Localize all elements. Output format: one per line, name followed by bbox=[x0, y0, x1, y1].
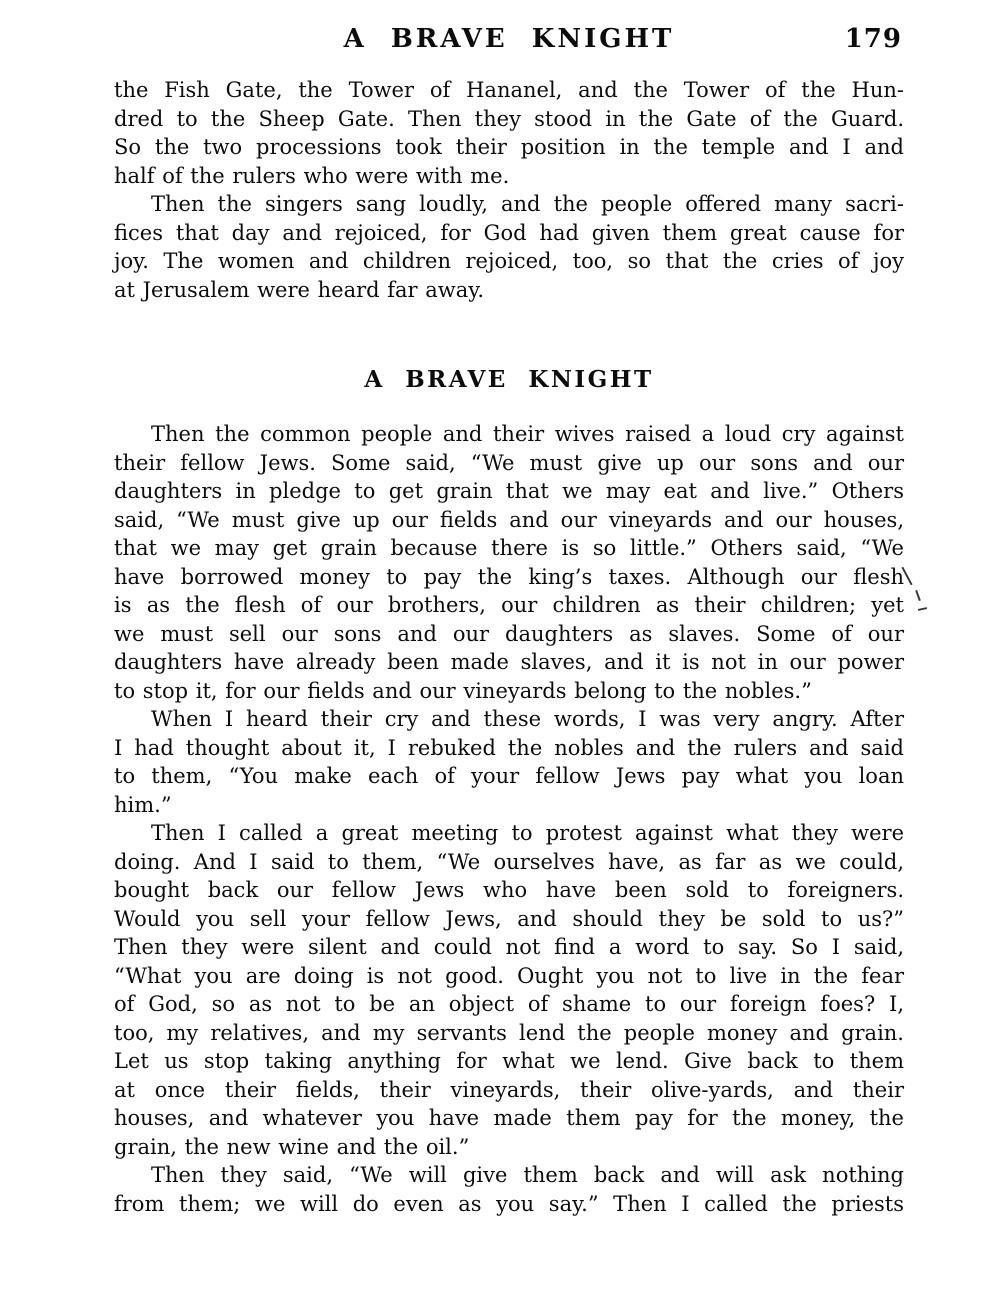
text-line: to stop it, for our fields and our vineyards belong to the nobles.” bbox=[114, 678, 812, 703]
text-line: to them, “You make each of your fellow Jews pay what you loan bbox=[114, 764, 904, 788]
paragraph bbox=[114, 420, 904, 705]
text-line: dred to the Sheep Gate. Then they stood in the Gate of the Guard. bbox=[114, 106, 904, 131]
text-line: their fellow Jews. Some said, “We must give up our sons and our bbox=[114, 450, 904, 475]
text-line: the Fish Gate, the Tower of Hananel, and the Tower of the Hun- bbox=[114, 78, 904, 102]
text-line: Then they were silent and could not find a word to say. So I said, bbox=[114, 935, 904, 959]
paragraph bbox=[114, 76, 904, 190]
text-line: doing. And I said to them, “We ourselves have, as far as we could, bbox=[114, 849, 904, 874]
text-line: at once their fields, their vineyards, their olive-yards, and their bbox=[114, 1077, 904, 1102]
text-line: “What you are doing is not good. Ought you not to live in the fear bbox=[114, 963, 904, 988]
text-line: from them; we will do even as you say.” Then I called the priests bbox=[114, 1191, 904, 1216]
text-line: Then they said, “We will give them back and will ask nothing bbox=[151, 1163, 904, 1187]
text-line: said, “We must give up our fields and our vineyards and our houses, bbox=[114, 507, 904, 532]
text-line: Then the common people and their wives raised a loud cry against bbox=[151, 422, 904, 446]
page-number: 179 bbox=[844, 24, 902, 54]
text-line: Would you sell your fellow Jews, and should they be sold to us?” bbox=[114, 906, 904, 931]
text-line: is as the flesh of our brothers, our children as their children; yet bbox=[114, 593, 904, 617]
text-line: that we may get grain because there is so little.” Others said, “We bbox=[114, 536, 904, 560]
text-line: So the two processions took their position in the temple and I and bbox=[114, 135, 904, 159]
text-line: bought back our fellow Jews who have been sold to foreigners. bbox=[114, 878, 904, 902]
running-header bbox=[114, 24, 904, 54]
text-line: of God, so as not to be an object of shame to our foreign foes? I, bbox=[114, 992, 904, 1016]
text-line: Let us stop taking anything for what we lend. Give back to them bbox=[114, 1049, 904, 1073]
text-line: him.” bbox=[114, 792, 172, 817]
text-line: houses, and whatever you have made them pay for the money, the bbox=[114, 1106, 904, 1130]
text-line: half of the rulers who were with me. bbox=[114, 163, 510, 188]
text-line: When I heard their cry and these words, I was very angry. After bbox=[151, 707, 904, 731]
pencil-margin-mark bbox=[918, 607, 927, 611]
text-line: grain, the new wine and the oil.” bbox=[114, 1134, 470, 1159]
text-line: we must sell our sons and our daughters as slaves. Some of our bbox=[114, 621, 904, 646]
text-line: have borrowed money to pay the king’s taxes. Although our flesh bbox=[114, 564, 904, 589]
paragraph bbox=[114, 819, 904, 1161]
text-line: daughters have already been made slaves, and it is not in our power bbox=[114, 650, 904, 674]
text-line: fices that day and rejoiced, for God had given them great cause for bbox=[114, 220, 904, 245]
pencil-margin-mark bbox=[915, 590, 921, 601]
paragraph bbox=[114, 190, 904, 304]
text-line: Then I called a great meeting to protest against what they were bbox=[151, 821, 904, 845]
text-line: Then the singers sang loudly, and the people offered many sacri- bbox=[151, 192, 904, 216]
text-line: I had thought about it, I rebuked the nobles and the rulers and said bbox=[114, 735, 904, 760]
text-line: at Jerusalem were heard far away. bbox=[114, 277, 485, 302]
paragraph bbox=[114, 1161, 904, 1218]
page-content bbox=[114, 76, 904, 1218]
running-header-title: A BRAVE KNIGHT bbox=[343, 24, 675, 54]
paragraph bbox=[114, 705, 904, 819]
text-line: too, my relatives, and my servants lend the people money and grain. bbox=[114, 1020, 904, 1045]
section-heading: A BRAVE KNIGHT bbox=[364, 366, 654, 393]
text-line: daughters in pledge to get grain that we may eat and live.” Others bbox=[114, 479, 904, 503]
text-line: joy. The women and children rejoiced, too, so that the cries of joy bbox=[114, 249, 904, 273]
